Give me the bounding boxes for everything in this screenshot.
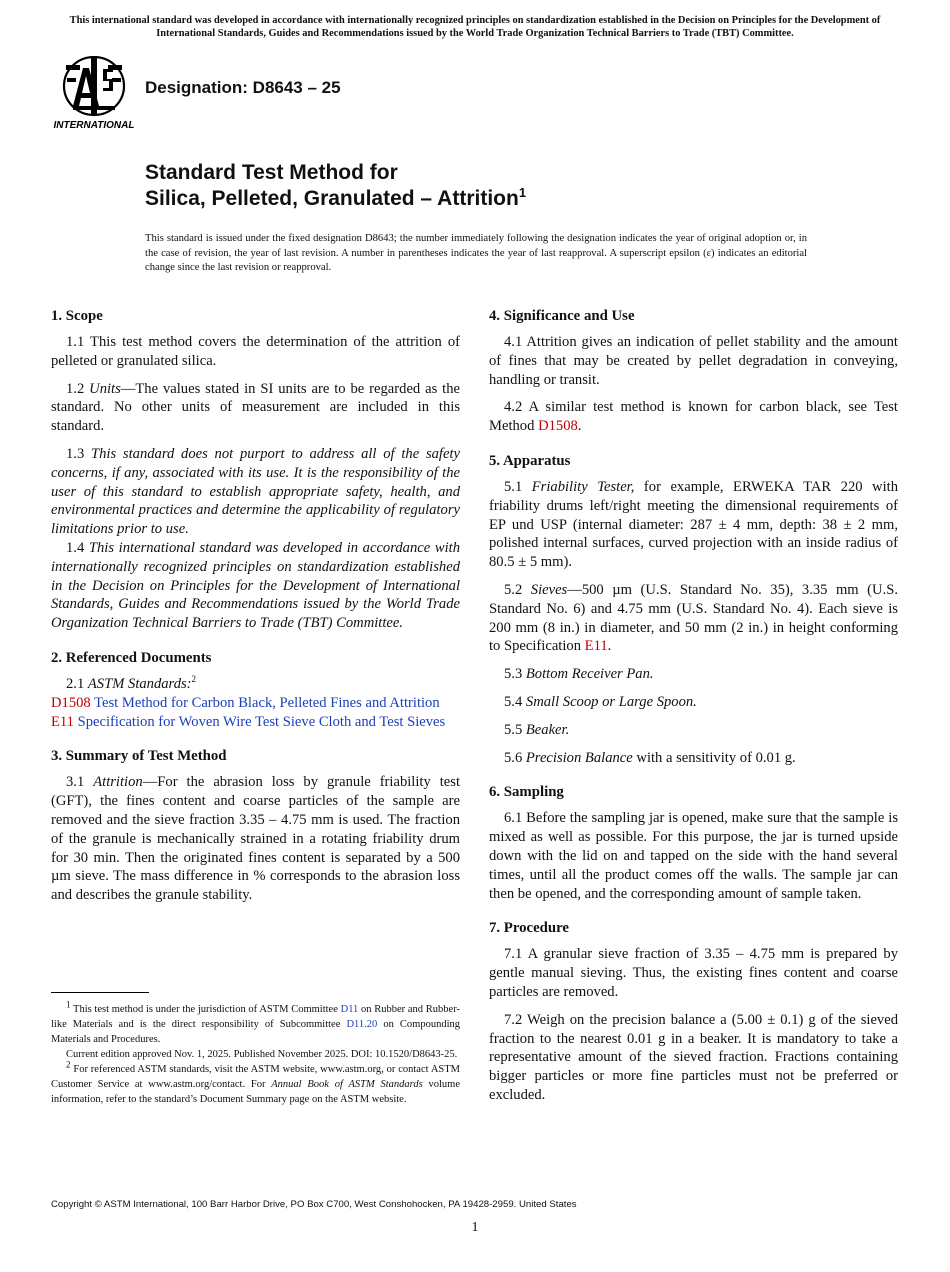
paragraph-1-1: 1.1 This test method covers the determination of the attrition of pelleted or granulated silica.	[51, 334, 460, 369]
title-footnote-ref[interactable]: 1	[518, 185, 527, 200]
footnote-edition: Current edition approved Nov. 1, 2025. Published November 2025. DOI: 10.1520/D8643-25.	[66, 1049, 458, 1060]
reference-list	[36, 694, 460, 732]
title-line-2	[145, 186, 845, 212]
footnote-number: 1	[66, 999, 71, 1010]
footnote-1	[51, 999, 460, 1047]
footnote-text: on Rubber and Rubber-like Materials and is the direct responsibility of Subcommittee	[51, 1004, 460, 1030]
para-number: 3.1	[66, 774, 94, 791]
para-term: Units	[89, 380, 121, 397]
para-term: Small Scoop or Large Spoon.	[525, 693, 697, 710]
section-heading: 3. Summary of Test Method	[51, 748, 227, 765]
footnote-2	[51, 1059, 460, 1107]
paragraph-1-2	[51, 380, 460, 436]
footnote-text: on Compounding Materials and Procedures.	[51, 1019, 460, 1045]
section-heading: 5. Apparatus	[489, 452, 571, 469]
section-scope	[51, 307, 460, 633]
para-term: Friability Tester,	[531, 478, 635, 495]
paragraph-6-1: 6.1 Before the sampling jar is opened, make sure that the sample is mixed as well as possible. For this purpose, the jar is turned upside down with the lid on and tapped on the side with the hand several times, until all the product comes off the walls. The sample jar can then be opened, and the corresponding amount of sample taken.	[489, 810, 898, 902]
reference-link[interactable]: E11	[584, 638, 608, 655]
international-standard-notice: This international standard was developed in accordance with internationally recognized principles on standardization established in the Decision on Principles for the Development of International Standards, Guides and Recommendations issued by the World Trade Organization Technical Barriers to Trade (TBT) Committee.	[69, 15, 881, 39]
para-text: .	[607, 638, 612, 655]
para-number: 5.2	[504, 581, 531, 598]
para-number: 5.1	[504, 478, 532, 495]
paragraph-4-1: 4.1 Attrition gives an indication of pellet stability and the amount of fines that may be created by pellet degradation in conveying, handling or transit.	[489, 334, 898, 388]
footnote-divider	[51, 992, 149, 993]
footnote-ref[interactable]: 2	[191, 674, 197, 685]
section-heading: 7. Procedure	[489, 920, 569, 937]
copyright-line: Copyright © ASTM International, 100 Barr Harbor Drive, PO Box C700, West Conshohocken, PA 19428-2959. United States	[51, 1199, 577, 1210]
section-summary	[51, 747, 460, 905]
committee-link[interactable]: D11	[340, 1004, 359, 1015]
para-text: —For the abrasion loss by granule friability test (GFT), the fines content and coarse particles of the sample are removed and the sieve fraction 3.35 – 4.75 mm is used. The fraction of the granule is mechanically strained in a rotating friability drum for 30 min. Then the originated fines content is separated by a 500 µm sieve. The mass difference in % corresponds to the abrasion loss and describes the granule stability.	[51, 774, 460, 904]
svg-text:INTERNATIONAL: INTERNATIONAL	[53, 120, 135, 131]
para-term: Attrition	[93, 774, 143, 791]
reference-e11[interactable]	[51, 713, 460, 732]
astm-logo	[53, 56, 135, 132]
paragraph-5-6	[489, 749, 898, 768]
page-number: 1	[471, 1220, 479, 1235]
paragraph-1-4	[51, 539, 460, 633]
paragraph-7-2: 7.2 Weigh on the precision balance a (5.00 ± 0.1) g of the sieved fraction to the nearest 0.01 g in a beaker. It is mandatory to take a representative amount of the sieved fraction. Fractions containing bigger particles or more fine particles must not be preferred or excluded.	[489, 1011, 898, 1103]
document-title	[145, 160, 845, 212]
paragraph-5-5	[489, 721, 898, 740]
paragraph-7-1: 7.1 A granular sieve fraction of 3.35 – 4.75 mm is prepared by gentle manual sieving. Thus, the existing fines content and coarse particles are removed.	[489, 946, 898, 1000]
right-column	[489, 307, 898, 1121]
footnote-text: This test method is under the jurisdiction of ASTM Committee	[70, 1004, 341, 1015]
paragraph-4-2	[489, 398, 898, 436]
para-number: 1.2	[66, 380, 90, 397]
para-number: 5.6	[504, 749, 526, 766]
reference-title-link[interactable]: Test Method for Carbon Black, Pelleted Fines and Attrition	[94, 694, 440, 711]
section-heading: 2. Referenced Documents	[51, 649, 212, 666]
para-number: 2.1	[66, 675, 88, 692]
title-line-1: Standard Test Method for	[145, 161, 398, 184]
paragraph-2-1	[51, 675, 460, 694]
reference-code-link[interactable]: E11	[51, 713, 74, 730]
paragraph-1-3	[51, 445, 460, 539]
para-text: 4.2 A similar test method is known for carbon black, see Test Method	[489, 399, 898, 435]
para-text: This international standard was developed in accordance with internationally recognized principles on standardization established in the Decision on Principles for the Development of International Standards, Guides and Recommendations issued by the World Trade Organization Technical Barriers to Trade (TBT) Committee.	[51, 539, 461, 632]
para-number: 5.4	[504, 693, 526, 710]
footnotes	[51, 999, 460, 1107]
issuance-statement: This standard is issued under the fixed designation D8643; the number immediately following the designation indicates the year of original adoption or, in the case of revision, the year of last revision. A number in parentheses indicates the year of last reapproval. A superscript epsilon (ε) indicates an editorial change since the last revision or reapproval.	[145, 233, 807, 274]
paragraph-5-1	[489, 478, 898, 572]
section-apparatus	[489, 452, 898, 767]
para-term: Beaker.	[525, 721, 570, 738]
para-number: 1.3	[66, 445, 92, 462]
para-number: 5.3	[504, 666, 526, 683]
para-text: with a sensitivity of 0.01 g.	[632, 749, 796, 766]
para-term: ASTM Standards:	[87, 675, 192, 692]
section-procedure	[489, 919, 898, 1104]
paragraph-5-2	[489, 581, 898, 656]
section-heading: 6. Sampling	[489, 784, 564, 801]
para-text: for example, ERWEKA TAR 220 with friability drums left/right meeting the dimensional requirements of EP und USP (internal diameter: 287 ± 4 mm, depth: 38 ± 2 mm, polished internal surfaces, curved projection with an inside radius of 80.5 ± 5 mm).	[489, 478, 899, 571]
para-term: Precision Balance	[525, 749, 633, 766]
section-heading: 4. Significance and Use	[489, 308, 635, 324]
left-column	[51, 307, 460, 921]
para-text: —The values stated in SI units are to be regarded as the standard. No other units of measurement are included in this standard.	[51, 380, 461, 435]
section-referenced-documents	[51, 649, 460, 731]
section-heading: 1. Scope	[51, 308, 103, 324]
footnote-text: For referenced ASTM standards, visit the ASTM website, www.astm.org, or contact ASTM Customer Service at www.astm.org/contact. For	[51, 1064, 460, 1090]
reference-title-link[interactable]: Specification for Woven Wire Test Sieve Cloth and Test Sieves	[77, 713, 446, 730]
paragraph-5-4	[489, 693, 898, 712]
para-number: 5.5	[504, 721, 526, 738]
footnote-term: Annual Book of ASTM Standards	[271, 1079, 423, 1090]
footnote-number: 2	[66, 1059, 71, 1070]
para-term: Bottom Receiver Pan.	[525, 666, 654, 683]
para-text: .	[577, 418, 582, 435]
reference-d1508[interactable]	[51, 694, 460, 713]
reference-link[interactable]: D1508	[538, 418, 578, 435]
section-sampling	[489, 783, 898, 903]
footnote-text: volume information, refer to the standard’s Document Summary page on the ASTM website.	[51, 1079, 460, 1105]
reference-code-link[interactable]: D1508	[51, 694, 91, 711]
para-number: 1.4	[66, 539, 89, 556]
para-text: —500 µm (U.S. Standard No. 35), 3.35 mm (U.S. Standard No. 6) and 4.75 mm (U.S. Standard No. 4). Each sieve is 200 mm (8 in.) in diameter, and 50 mm (2 in.) in height conforming to Specification	[489, 581, 898, 655]
para-term: Sieves	[530, 581, 568, 598]
designation: Designation: D8643 – 25	[145, 78, 341, 97]
paragraph-5-3	[489, 665, 898, 684]
section-significance	[489, 307, 898, 436]
paragraph-3-1	[51, 773, 460, 905]
title-line-2-text: Silica, Pelleted, Granulated – Attrition	[145, 187, 519, 210]
para-text: This standard does not purport to address all of the safety concerns, if any, associated with its use. It is the responsibility of the user of this standard to establish appropriate safety, health, and environmental practices and determine the applicability of regulatory limitations prior to use.	[51, 445, 460, 538]
subcommittee-link[interactable]: D11.20	[346, 1019, 378, 1030]
